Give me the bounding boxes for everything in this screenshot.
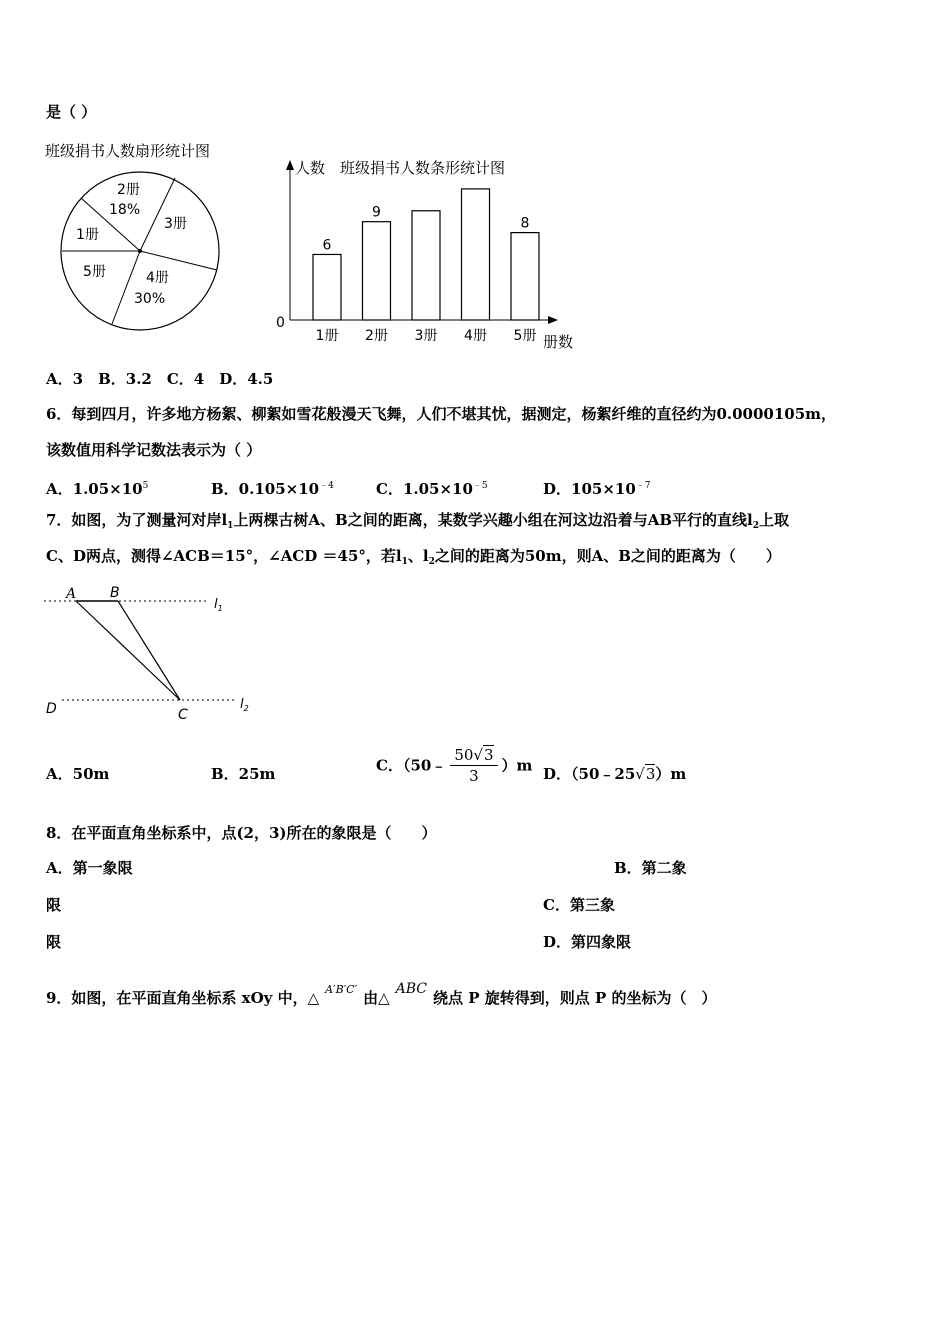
q7-option-a: A．50m bbox=[46, 765, 110, 783]
pie-label: 1册 bbox=[76, 227, 99, 243]
y-axis-arrow bbox=[286, 160, 294, 170]
q5-tail: 是（ ） bbox=[46, 103, 97, 121]
q7-option-b: B．25m bbox=[211, 765, 276, 783]
bar-chart bbox=[270, 150, 590, 360]
bar-value-label: 8 bbox=[520, 215, 530, 232]
q6-option-a: A．$1.05\times 10^5$ bbox=[46, 480, 149, 498]
bar-value-label: 6 bbox=[322, 237, 332, 254]
bar-category-label: 1册 bbox=[315, 328, 339, 344]
q9-stem: 9．如图，在平面直角坐标系 xOy 中，△ $^{A'B'C'}$ 由△ ABC 绕点 P 旋转得到，则点 P 的坐标为（ ） bbox=[46, 981, 717, 1007]
bar-ylabel: 人数 bbox=[295, 159, 326, 177]
fraction: $\frac{50√3}{3}$ bbox=[450, 745, 497, 786]
q8-option-b-cont: 限 bbox=[46, 896, 62, 914]
bar-category-label: 5册 bbox=[513, 328, 537, 344]
point-d-label: D bbox=[46, 701, 57, 717]
q6-option-b: B．$0.105\times 10^{﹣4}$ bbox=[211, 480, 334, 498]
l1-label: $l_1$ bbox=[214, 597, 223, 613]
x-axis-arrow bbox=[548, 316, 558, 324]
pie-title: 班级捐书人数扇形统计图 bbox=[45, 142, 211, 160]
q8-option-b: B．第二象 bbox=[614, 859, 687, 877]
q8-option-c-cont: 限 bbox=[46, 933, 62, 951]
pie-divider bbox=[140, 251, 217, 270]
bar-category-label: 4册 bbox=[464, 328, 487, 344]
q6-stem-line1: 6．每到四月，许多地方杨絮、柳絮如雪花般漫天飞舞，人们不堪其忧，据测定，杨絮纤维的直径约为0.0000105m， bbox=[46, 405, 837, 423]
bar-value-label: 9 bbox=[372, 204, 381, 221]
x-axis-label: 册数 bbox=[543, 333, 574, 351]
pie-divider bbox=[112, 251, 140, 324]
q6-stem-line2: 该数值用科学记数法表示为（ ） bbox=[46, 441, 262, 459]
bar-2 bbox=[363, 222, 391, 320]
q5-options: A．3 B．3.2 C．4 D．4.5 bbox=[46, 370, 274, 388]
bar-5 bbox=[511, 233, 539, 320]
pie-label: 30% bbox=[134, 291, 166, 307]
bar-category-label: 3册 bbox=[414, 328, 438, 344]
pie-divider bbox=[140, 178, 175, 251]
l2-label: $l_2$ bbox=[240, 697, 249, 713]
bar-1 bbox=[313, 254, 341, 320]
point-a-label: A bbox=[66, 586, 77, 602]
bar-title: 班级捐书人数条形统计图 bbox=[340, 159, 506, 177]
origin-label: 0 bbox=[276, 315, 285, 331]
q8-stem: 8．在平面直角坐标系中，点(2，3)所在的象限是（ ） bbox=[46, 824, 437, 842]
q7-stem-line2: C、D两点，测得∠ACB＝15°，∠ACD ＝45°，若$l_1$、$l_2$之间的距离为50m，则A、B之间的距离为（ ） bbox=[46, 547, 781, 567]
point-b-label: B bbox=[110, 585, 120, 601]
pie-label: 2册 bbox=[117, 182, 140, 198]
q8-option-a: A．第一象限 bbox=[46, 859, 133, 877]
bar-4 bbox=[462, 189, 490, 320]
q7-option-c: C．（50﹣ $\frac{50√3}{3}$ ）m bbox=[376, 746, 533, 785]
pie-label: 5册 bbox=[83, 264, 106, 280]
pie-label: 3册 bbox=[164, 216, 187, 232]
q8-option-c: C．第三象 bbox=[543, 896, 615, 914]
bar-category-label: 2册 bbox=[365, 328, 388, 344]
pie-chart bbox=[40, 136, 280, 356]
q6-option-d: D．$105\times 10^{﹣7}$ bbox=[543, 480, 651, 498]
pie-center bbox=[138, 249, 142, 253]
pie-label: 18% bbox=[109, 202, 141, 218]
point-c-label: C bbox=[178, 707, 188, 722]
q8-option-d: D．第四象限 bbox=[543, 933, 632, 951]
q6-option-c: C．$1.05\times 10^{﹣5}$ bbox=[376, 480, 488, 498]
pie-label: 4册 bbox=[146, 270, 169, 286]
bar-3 bbox=[412, 211, 440, 320]
q7-option-d: D．（50﹣25√3）m bbox=[543, 765, 687, 783]
q7-figure bbox=[40, 582, 280, 722]
q7-stem-line1: 7．如图，为了测量河对岸$l_1$上两棵古树A、B之间的距离，某数学兴趣小组在河这边沿着与AB平行的直线$l_2$上取 bbox=[46, 511, 790, 531]
